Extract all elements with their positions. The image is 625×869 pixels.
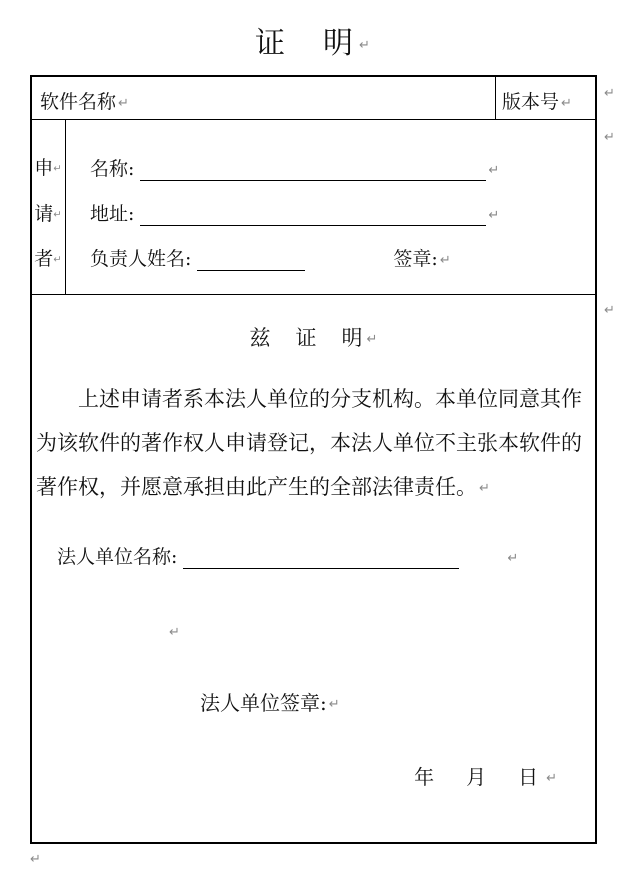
paragraph-mark-icon: ↵ — [507, 550, 519, 566]
applicant-name-label: 名称: — [90, 158, 135, 180]
applicant-name-row — [90, 154, 499, 181]
paragraph-mark-icon: ↵ — [479, 480, 490, 496]
paragraph-mark-icon: ↵ — [53, 254, 62, 266]
paragraph-mark-icon: ↵ — [30, 852, 41, 867]
page-title — [0, 18, 625, 62]
applicant-address-row — [90, 199, 499, 226]
certificate-heading — [32, 322, 595, 352]
applicant-char-text: 请 — [34, 203, 54, 225]
applicant-address-label: 地址: — [90, 203, 135, 225]
paragraph-mark-icon: ↵ — [53, 163, 62, 175]
version-column-divider — [495, 77, 496, 119]
version-label: 版本号 — [502, 91, 560, 113]
certificate-heading-text: 兹 证 明 — [249, 326, 365, 350]
principal-name-label: 负责人姓名: — [90, 248, 192, 270]
software-name-cell — [40, 87, 129, 114]
applicant-char-2 — [34, 199, 62, 226]
paragraph-mark-icon: ↵ — [366, 332, 378, 347]
paragraph-mark-icon: ↵ — [604, 86, 615, 101]
software-name-label: 软件名称 — [40, 91, 117, 113]
applicant-name-field[interactable] — [140, 158, 486, 181]
paragraph-mark-icon: ↵ — [546, 771, 557, 786]
paragraph-mark-icon: ↵ — [561, 95, 572, 111]
paragraph-mark-icon: ↵ — [604, 303, 615, 318]
page-title-text: 证 明 — [255, 26, 358, 61]
certificate-body — [36, 377, 582, 511]
paragraph-mark-icon: ↵ — [118, 95, 129, 111]
principal-name-field[interactable] — [197, 248, 305, 271]
applicant-char-text: 者 — [34, 248, 54, 270]
paragraph-mark-icon: ↵ — [604, 130, 615, 145]
version-cell — [502, 87, 572, 114]
date-label: 年 月 日 — [414, 765, 545, 789]
paragraph-mark-icon: ↵ — [328, 697, 340, 712]
paragraph-mark-icon: ↵ — [169, 625, 180, 640]
row-divider-2 — [32, 294, 595, 295]
legal-entity-seal-row — [200, 687, 340, 716]
certificate-body-text: 上述申请者系本法人单位的分支机构。本单位同意其作为该软件的著作权人申请登记，本法人单位不主张本软件的著作权，并愿意承担由此产生的全部法律责任。 — [36, 387, 582, 499]
legal-entity-name-label: 法人单位名称: — [57, 546, 178, 568]
applicant-char-1 — [34, 153, 62, 180]
applicant-seal-label: 签章: — [393, 248, 438, 270]
legal-entity-name-row — [57, 542, 518, 569]
applicant-char-text: 申 — [34, 157, 54, 179]
paragraph-mark-icon: ↵ — [439, 252, 451, 268]
legal-entity-name-field[interactable] — [183, 546, 459, 569]
date-row — [414, 761, 557, 790]
certificate-table — [30, 75, 597, 844]
applicant-principal-row — [90, 244, 451, 271]
paragraph-mark-icon: ↵ — [488, 162, 500, 178]
applicant-char-3 — [34, 244, 62, 271]
paragraph-mark-icon: ↵ — [53, 209, 62, 221]
legal-entity-seal-label: 法人单位签章: — [200, 691, 327, 715]
applicant-column-divider — [65, 119, 66, 294]
paragraph-mark-icon: ↵ — [359, 37, 370, 53]
paragraph-mark-icon: ↵ — [488, 207, 500, 223]
row-divider-1 — [32, 119, 595, 120]
applicant-address-field[interactable] — [140, 203, 486, 226]
